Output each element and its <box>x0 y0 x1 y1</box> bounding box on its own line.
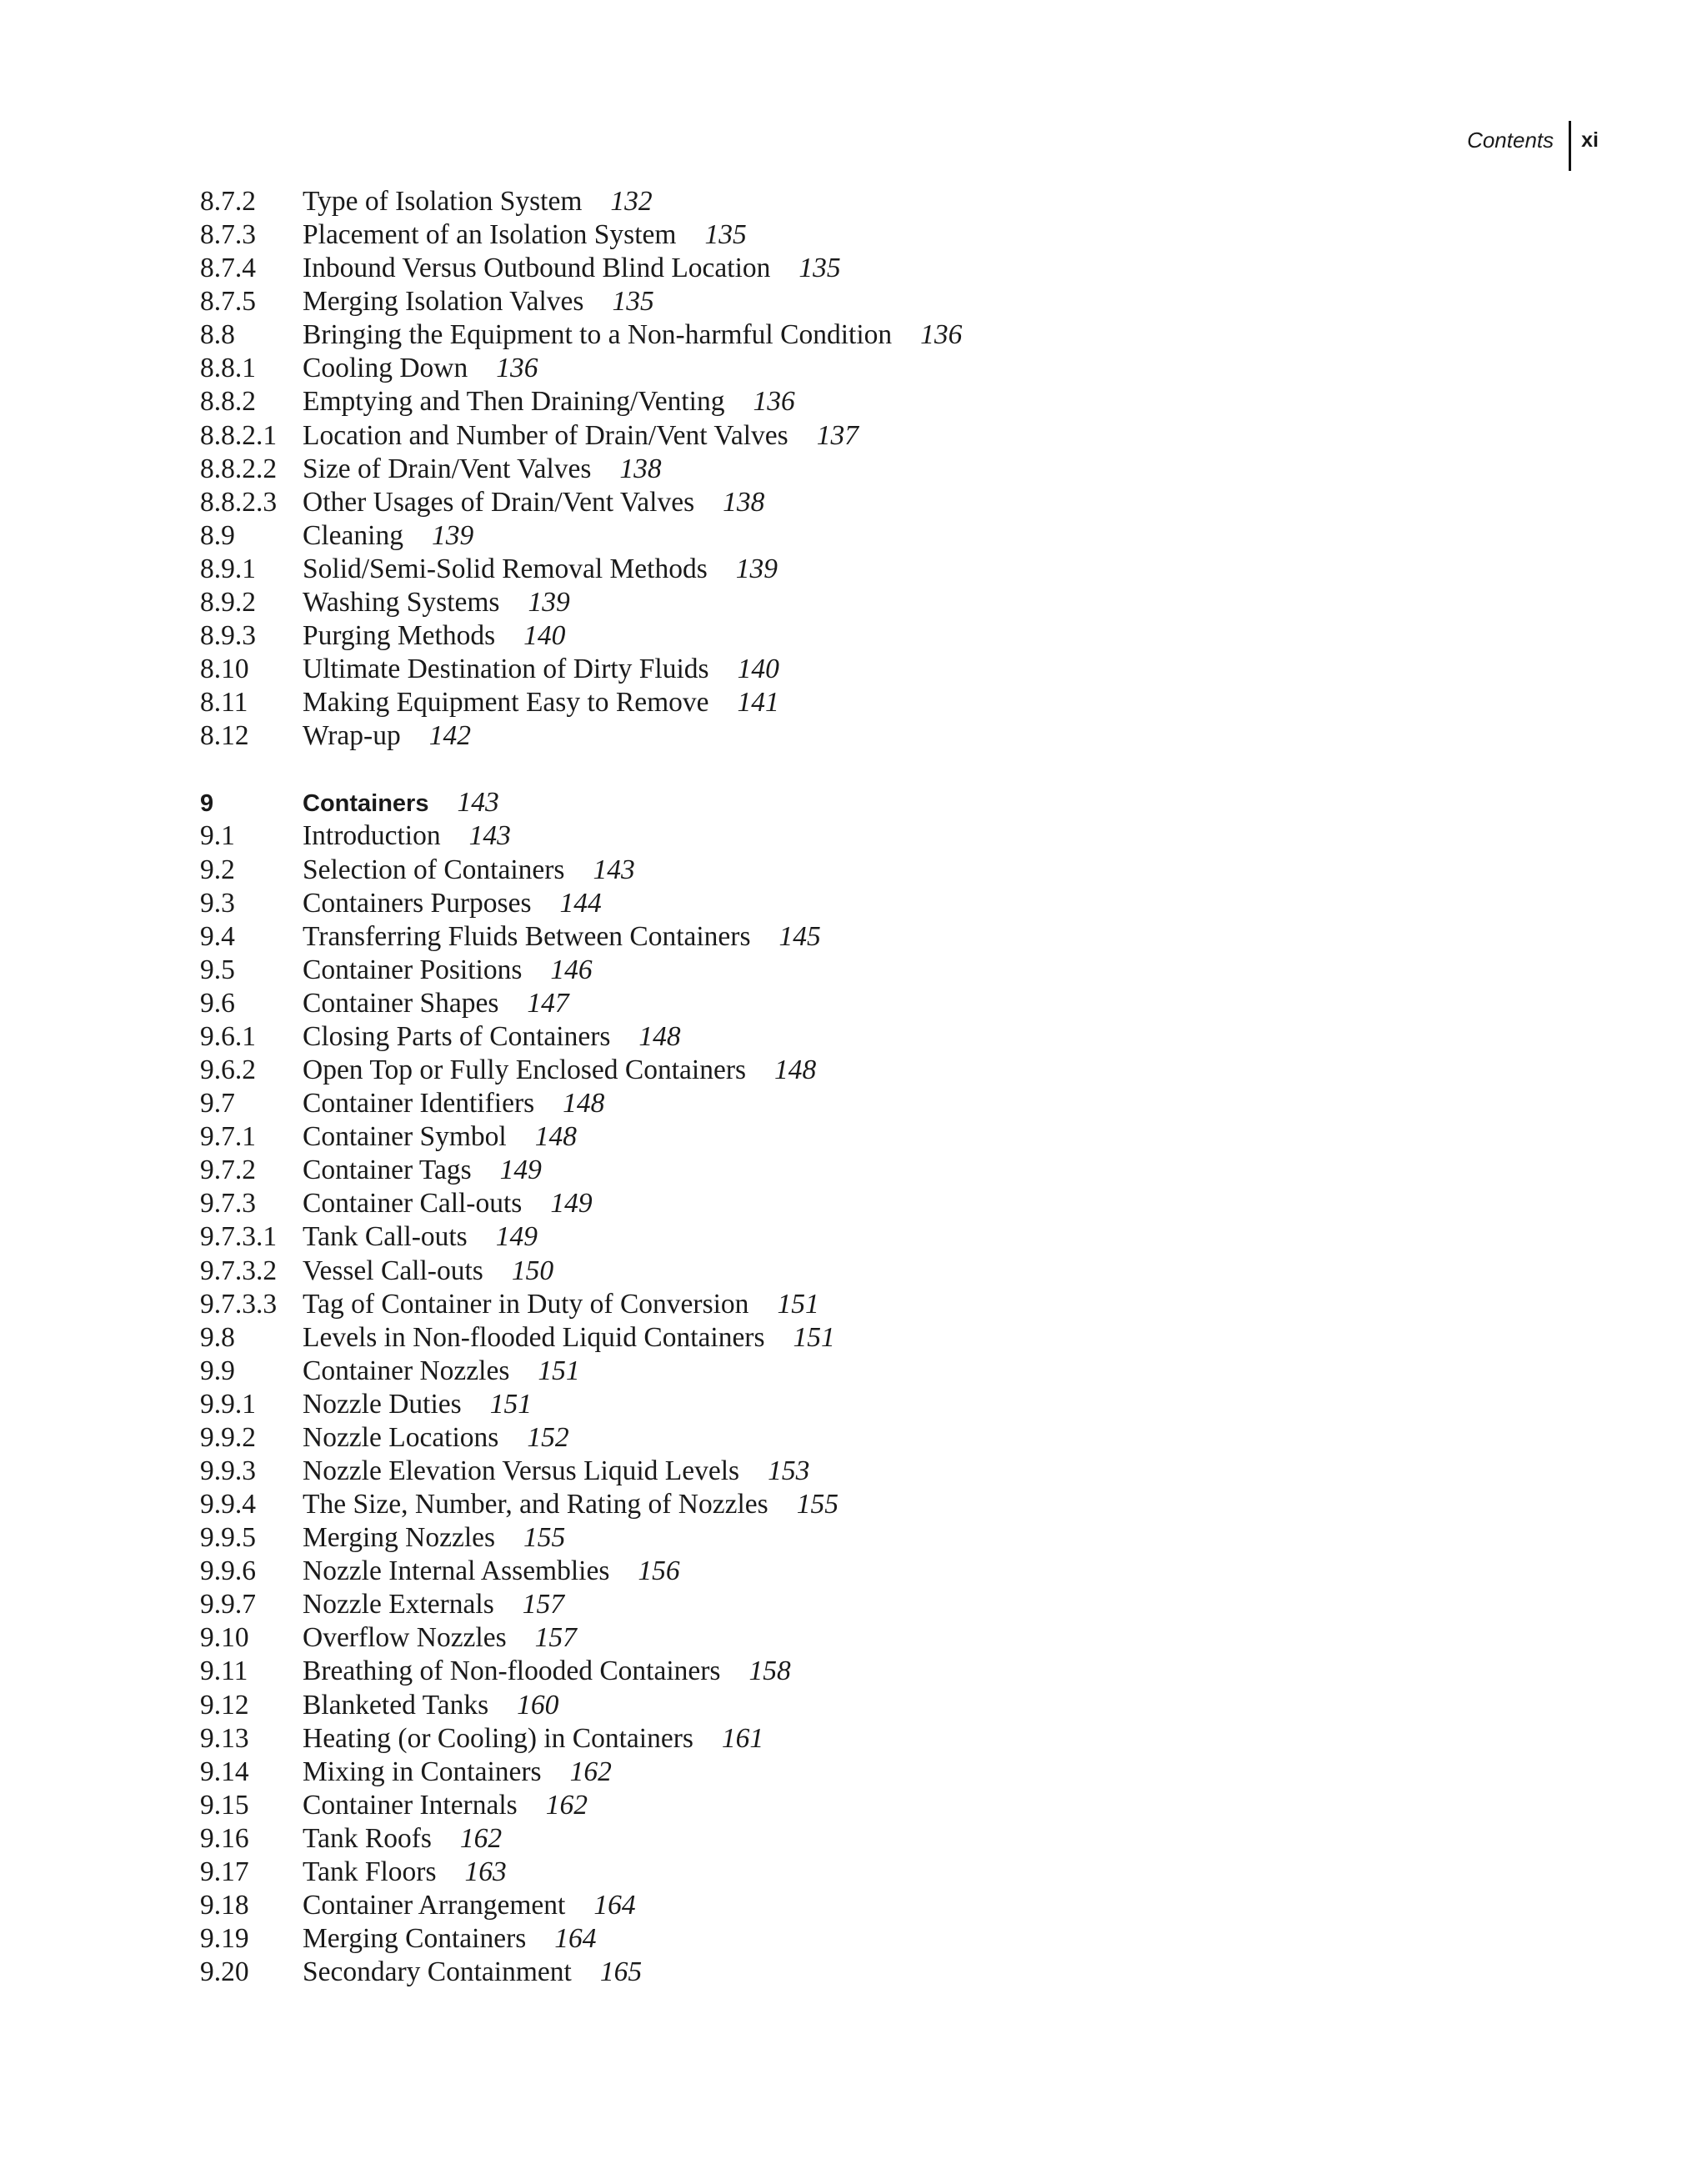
toc-entry-title: Washing Systems <box>303 586 500 618</box>
toc-entry[interactable] <box>200 1922 1450 1956</box>
toc-entry[interactable] <box>200 819 1450 853</box>
toc-entry[interactable] <box>200 1054 1450 1087</box>
toc-entry-title: Closing Parts of Containers <box>303 1020 611 1052</box>
toc-entry-title: Vessel Call-outs <box>303 1255 483 1286</box>
toc-entry-page: 163 <box>464 1856 507 1887</box>
toc-entry-page: 136 <box>753 386 795 418</box>
toc-entry-title: Wrap-up <box>303 720 401 752</box>
toc-entry[interactable] <box>200 1187 1450 1220</box>
running-head <box>1467 121 1599 171</box>
toc-entry-page: 145 <box>778 920 821 952</box>
running-head-label: Contents <box>1467 128 1554 153</box>
toc-entry-title: Introduction <box>303 820 441 852</box>
toc-entry-number: 9.16 <box>200 1822 249 1854</box>
toc-entry[interactable] <box>200 987 1450 1020</box>
toc-entry-title: Container Positions <box>303 954 523 985</box>
toc-entry[interactable] <box>200 1621 1450 1655</box>
toc-entry-page: 162 <box>569 1756 612 1787</box>
toc-entry[interactable] <box>200 352 1450 385</box>
toc-entry-title: Nozzle Locations <box>303 1421 499 1453</box>
toc-entry-number: 9.8 <box>200 1321 235 1353</box>
toc-entry[interactable] <box>200 285 1450 318</box>
toc-entry[interactable] <box>200 1288 1450 1321</box>
section-9-entries <box>200 819 1450 1989</box>
toc-entry-page: 141 <box>737 687 779 719</box>
toc-entry-number: 9.10 <box>200 1622 249 1654</box>
toc-entry[interactable] <box>200 854 1450 887</box>
toc-entry-number: 9.7.1 <box>200 1121 256 1153</box>
toc-entry-title: Container Shapes <box>303 987 499 1019</box>
toc-entry-number: 8.8 <box>200 319 235 351</box>
chapter-title: Containers <box>303 790 429 818</box>
toc-entry[interactable] <box>200 1355 1450 1388</box>
toc-entry-title: Nozzle Elevation Versus Liquid Levels <box>303 1455 740 1486</box>
toc-entry[interactable] <box>200 1220 1450 1254</box>
toc-entry-title: Tag of Container in Duty of Conversion <box>303 1288 749 1320</box>
toc-entry-page: 135 <box>798 253 841 284</box>
section-8-entries <box>200 185 1450 753</box>
toc-entry[interactable] <box>200 1555 1450 1588</box>
toc-entry-page: 156 <box>638 1555 680 1587</box>
toc-entry-number: 9.9.7 <box>200 1589 256 1620</box>
toc-entry-title: Open Top or Fully Enclosed Containers <box>303 1054 747 1086</box>
toc-entry-title: Tank Roofs <box>303 1822 432 1854</box>
toc-entry-page: 142 <box>428 720 471 752</box>
toc-entry-number: 8.8.1 <box>200 353 256 384</box>
toc-entry[interactable] <box>200 1020 1450 1054</box>
toc-entry-page: 158 <box>748 1656 791 1687</box>
toc-entry-title: Tank Call-outs <box>303 1221 468 1253</box>
toc-entry[interactable] <box>200 1455 1450 1488</box>
toc-entry-title: Cleaning <box>303 519 403 551</box>
toc-entry-title: Transferring Fluids Between Containers <box>303 920 751 952</box>
toc-entry-page: 148 <box>774 1054 817 1086</box>
toc-entry[interactable] <box>200 887 1450 920</box>
toc-entry-title: Mixing in Containers <box>303 1756 542 1787</box>
toc-entry-page: 151 <box>793 1321 835 1353</box>
toc-entry-page: 136 <box>920 319 963 351</box>
toc-entry-title: Overflow Nozzles <box>303 1622 507 1654</box>
toc-entry-title: Heating (or Cooling) in Containers <box>303 1722 693 1754</box>
toc-entry[interactable] <box>200 1087 1450 1120</box>
page-number: xi <box>1581 128 1599 152</box>
toc-entry-page: 144 <box>559 887 602 919</box>
toc-entry-number: 9.9.6 <box>200 1555 256 1587</box>
toc-entry-title: Containers Purposes <box>303 887 532 919</box>
toc-entry-number: 8.12 <box>200 720 249 752</box>
toc-entry-number: 9.4 <box>200 920 235 952</box>
toc-entry-number: 9.7.3 <box>200 1188 256 1220</box>
toc-entry-number: 8.7.5 <box>200 286 256 318</box>
toc-entry-page: 139 <box>528 586 570 618</box>
toc-entry-number: 9.13 <box>200 1722 249 1754</box>
toc-entry-title: Container Arrangement <box>303 1889 566 1921</box>
toc-entry-title: Nozzle Internal Assemblies <box>303 1555 610 1587</box>
toc-entry[interactable] <box>200 1255 1450 1288</box>
toc-entry-title: Merging Isolation Valves <box>303 286 584 318</box>
toc-entry[interactable] <box>200 318 1450 352</box>
toc-entry-number: 8.11 <box>200 687 248 719</box>
chapter-heading[interactable] <box>200 786 1450 819</box>
toc-entry-title: Container Call-outs <box>303 1188 523 1220</box>
toc-entry-number: 9.11 <box>200 1656 248 1687</box>
toc-entry[interactable] <box>200 1154 1450 1187</box>
toc-entry-number: 9.1 <box>200 820 235 852</box>
toc-entry-page: 162 <box>545 1789 588 1821</box>
toc-entry-title: Container Internals <box>303 1789 518 1821</box>
toc-entry-title: Tank Floors <box>303 1856 437 1887</box>
toc-entry-title: Nozzle Duties <box>303 1388 462 1420</box>
toc-entry-number: 8.9.2 <box>200 586 256 618</box>
toc-entry-page: 160 <box>517 1689 559 1721</box>
toc-entry-number: 9.19 <box>200 1923 249 1955</box>
toc-entry[interactable] <box>200 1722 1450 1756</box>
toc-entry-number: 9.14 <box>200 1756 249 1787</box>
toc-entry-number: 9.15 <box>200 1789 249 1821</box>
toc-entry-page: 149 <box>550 1188 593 1220</box>
toc-entry[interactable] <box>200 586 1450 619</box>
toc-entry[interactable] <box>200 1889 1450 1922</box>
toc-entry[interactable] <box>200 185 1450 218</box>
toc-entry-page: 132 <box>610 186 653 217</box>
toc-entry[interactable] <box>200 1856 1450 1889</box>
toc-entry-page: 138 <box>723 486 765 518</box>
toc-entry-page: 135 <box>704 219 747 251</box>
toc-entry[interactable] <box>200 719 1450 753</box>
toc-entry-title: Emptying and Then Draining/Venting <box>303 386 725 418</box>
toc-entry-number: 8.9 <box>200 519 235 551</box>
toc-entry-title: Size of Drain/Vent Valves <box>303 453 592 484</box>
toc-entry-page: 164 <box>554 1923 597 1955</box>
toc-entry-number: 9.7.2 <box>200 1155 256 1186</box>
toc-entry-page: 150 <box>511 1255 554 1286</box>
toc-entry-number: 8.8.2 <box>200 386 256 418</box>
toc-entry[interactable] <box>200 1521 1450 1555</box>
toc-entry-number: 9.18 <box>200 1889 249 1921</box>
toc-entry-number: 9.12 <box>200 1689 249 1721</box>
toc-entry-number: 9.2 <box>200 854 235 885</box>
toc-entry[interactable] <box>200 486 1450 519</box>
toc-entry[interactable] <box>200 686 1450 719</box>
toc-entry-number: 8.7.4 <box>200 253 256 284</box>
toc-entry[interactable] <box>200 1588 1450 1621</box>
toc-entry-title: Cooling Down <box>303 353 468 384</box>
toc-entry[interactable] <box>200 1789 1450 1822</box>
toc-entry-page: 146 <box>550 954 593 985</box>
toc-entry-title: Merging Nozzles <box>303 1522 496 1554</box>
toc-entry-page: 148 <box>563 1088 605 1120</box>
toc-entry-title: Solid/Semi-Solid Removal Methods <box>303 553 708 584</box>
toc-entry-page: 155 <box>523 1522 566 1554</box>
toc-entry[interactable] <box>200 519 1450 553</box>
toc-entry-title: Merging Containers <box>303 1923 527 1955</box>
toc-entry-title: Other Usages of Drain/Vent Valves <box>303 486 695 518</box>
toc-entry-number: 9.9.4 <box>200 1489 256 1520</box>
toc-entry-title: Selection of Containers <box>303 854 565 885</box>
toc-entry-number: 9.3 <box>200 887 235 919</box>
toc-entry-title: Making Equipment Easy to Remove <box>303 687 709 719</box>
toc-entry-number: 9.9.3 <box>200 1455 256 1486</box>
toc-entry-page: 149 <box>495 1221 538 1253</box>
toc-entry-page: 148 <box>638 1020 681 1052</box>
toc-entry-page: 151 <box>538 1355 580 1386</box>
toc-entry-number: 8.9.3 <box>200 620 256 652</box>
toc-entry-number: 9.9.5 <box>200 1522 256 1554</box>
toc-entry-title: Bringing the Equipment to a Non-harmful Condition <box>303 319 893 351</box>
toc-entry-number: 9.9 <box>200 1355 235 1386</box>
toc-entry-page: 155 <box>796 1489 838 1520</box>
toc-entry[interactable] <box>200 252 1450 285</box>
toc-entry-number: 9.6.2 <box>200 1054 256 1086</box>
toc-entry-title: Container Identifiers <box>303 1088 535 1120</box>
toc-entry[interactable] <box>200 1756 1450 1789</box>
toc-entry-page: 157 <box>522 1589 564 1620</box>
toc-entry-page: 143 <box>593 854 635 885</box>
toc-entry-title: Container Symbol <box>303 1121 507 1153</box>
toc-entry-title: Levels in Non-flooded Liquid Containers <box>303 1321 765 1353</box>
toc-entry-number: 8.8.2.2 <box>200 453 278 484</box>
toc-entry-title: Inbound Versus Outbound Blind Location <box>303 253 771 284</box>
toc-entry-number: 9.20 <box>200 1956 249 1988</box>
toc-entry[interactable] <box>200 385 1450 418</box>
toc-entry-page: 161 <box>721 1722 764 1754</box>
toc-entry-title: Placement of an Isolation System <box>303 219 677 251</box>
toc-entry-page: 164 <box>593 1889 636 1921</box>
toc-entry[interactable] <box>200 954 1450 987</box>
toc-entry[interactable] <box>200 1421 1450 1455</box>
toc-entry-page: 139 <box>431 519 474 551</box>
toc-entry[interactable] <box>200 1956 1450 1989</box>
toc-entry-page: 151 <box>777 1288 819 1320</box>
toc-entry-page: 135 <box>612 286 654 318</box>
toc-entry-title: Breathing of Non-flooded Containers <box>303 1656 721 1687</box>
toc-entry-title: Location and Number of Drain/Vent Valves <box>303 419 788 451</box>
toc-entry-number: 9.17 <box>200 1856 249 1887</box>
toc-entry[interactable] <box>200 453 1450 486</box>
chapter-number: 9 <box>200 790 214 818</box>
toc-entry-page: 151 <box>489 1388 532 1420</box>
toc-entry-number: 9.7.3.3 <box>200 1288 278 1320</box>
toc-entry-number: 8.10 <box>200 654 249 685</box>
toc-entry[interactable] <box>200 619 1450 653</box>
toc-entry[interactable] <box>200 653 1450 686</box>
toc-entry-number: 9.6.1 <box>200 1020 256 1052</box>
table-of-contents <box>200 185 1450 1989</box>
toc-entry[interactable] <box>200 920 1450 954</box>
toc-entry[interactable] <box>200 419 1450 453</box>
toc-entry-number: 8.7.3 <box>200 219 256 251</box>
toc-entry-page: 140 <box>737 654 779 685</box>
toc-entry-page: 139 <box>735 553 778 584</box>
toc-entry[interactable] <box>200 1388 1450 1421</box>
toc-entry-page: 137 <box>816 419 859 451</box>
toc-entry-page: 138 <box>619 453 662 484</box>
toc-entry-title: The Size, Number, and Rating of Nozzles <box>303 1489 768 1520</box>
toc-entry-title: Purging Methods <box>303 620 496 652</box>
toc-entry[interactable] <box>200 553 1450 586</box>
toc-entry[interactable] <box>200 1321 1450 1355</box>
toc-entry[interactable] <box>200 1120 1450 1154</box>
toc-entry-page: 162 <box>459 1822 503 1854</box>
toc-entry-number: 9.7.3.2 <box>200 1255 278 1286</box>
toc-entry-number: 9.9.2 <box>200 1421 256 1453</box>
toc-entry-number: 9.7 <box>200 1088 235 1120</box>
toc-entry-number: 9.5 <box>200 954 235 985</box>
toc-entry-title: Blanketed Tanks <box>303 1689 489 1721</box>
toc-entry-title: Container Tags <box>303 1155 472 1186</box>
toc-entry-title: Ultimate Destination of Dirty Fluids <box>303 654 709 685</box>
toc-entry-page: 165 <box>599 1956 643 1988</box>
toc-entry-page: 153 <box>768 1455 810 1486</box>
toc-entry[interactable] <box>200 1689 1450 1722</box>
toc-entry-page: 140 <box>523 620 566 652</box>
toc-entry-title: Secondary Containment <box>303 1956 572 1988</box>
toc-entry-page: 149 <box>499 1155 542 1186</box>
toc-entry[interactable] <box>200 1655 1450 1688</box>
chapter-spacer <box>200 753 1450 786</box>
toc-entry-number: 9.7.3.1 <box>200 1221 278 1253</box>
toc-entry[interactable] <box>200 218 1450 252</box>
toc-entry-page: 157 <box>534 1622 577 1654</box>
toc-entry-title: Container Nozzles <box>303 1355 510 1386</box>
toc-entry-number: 9.9.1 <box>200 1388 256 1420</box>
toc-entry-title: Nozzle Externals <box>303 1589 494 1620</box>
toc-entry-number: 8.8.2.1 <box>200 419 278 451</box>
toc-entry-page: 136 <box>496 353 538 384</box>
toc-entry-page: 152 <box>527 1421 569 1453</box>
toc-entry-page: 147 <box>527 987 569 1019</box>
toc-entry-number: 8.8.2.3 <box>200 486 278 518</box>
chapter-page: 143 <box>457 787 499 819</box>
toc-entry-title: Type of Isolation System <box>303 186 583 217</box>
toc-entry-page: 143 <box>468 820 511 852</box>
toc-entry[interactable] <box>200 1488 1450 1521</box>
toc-entry-number: 8.9.1 <box>200 553 256 584</box>
toc-entry-page: 148 <box>534 1121 577 1153</box>
toc-entry-number: 8.7.2 <box>200 186 256 217</box>
toc-entry[interactable] <box>200 1822 1450 1856</box>
toc-entry-number: 9.6 <box>200 987 235 1019</box>
